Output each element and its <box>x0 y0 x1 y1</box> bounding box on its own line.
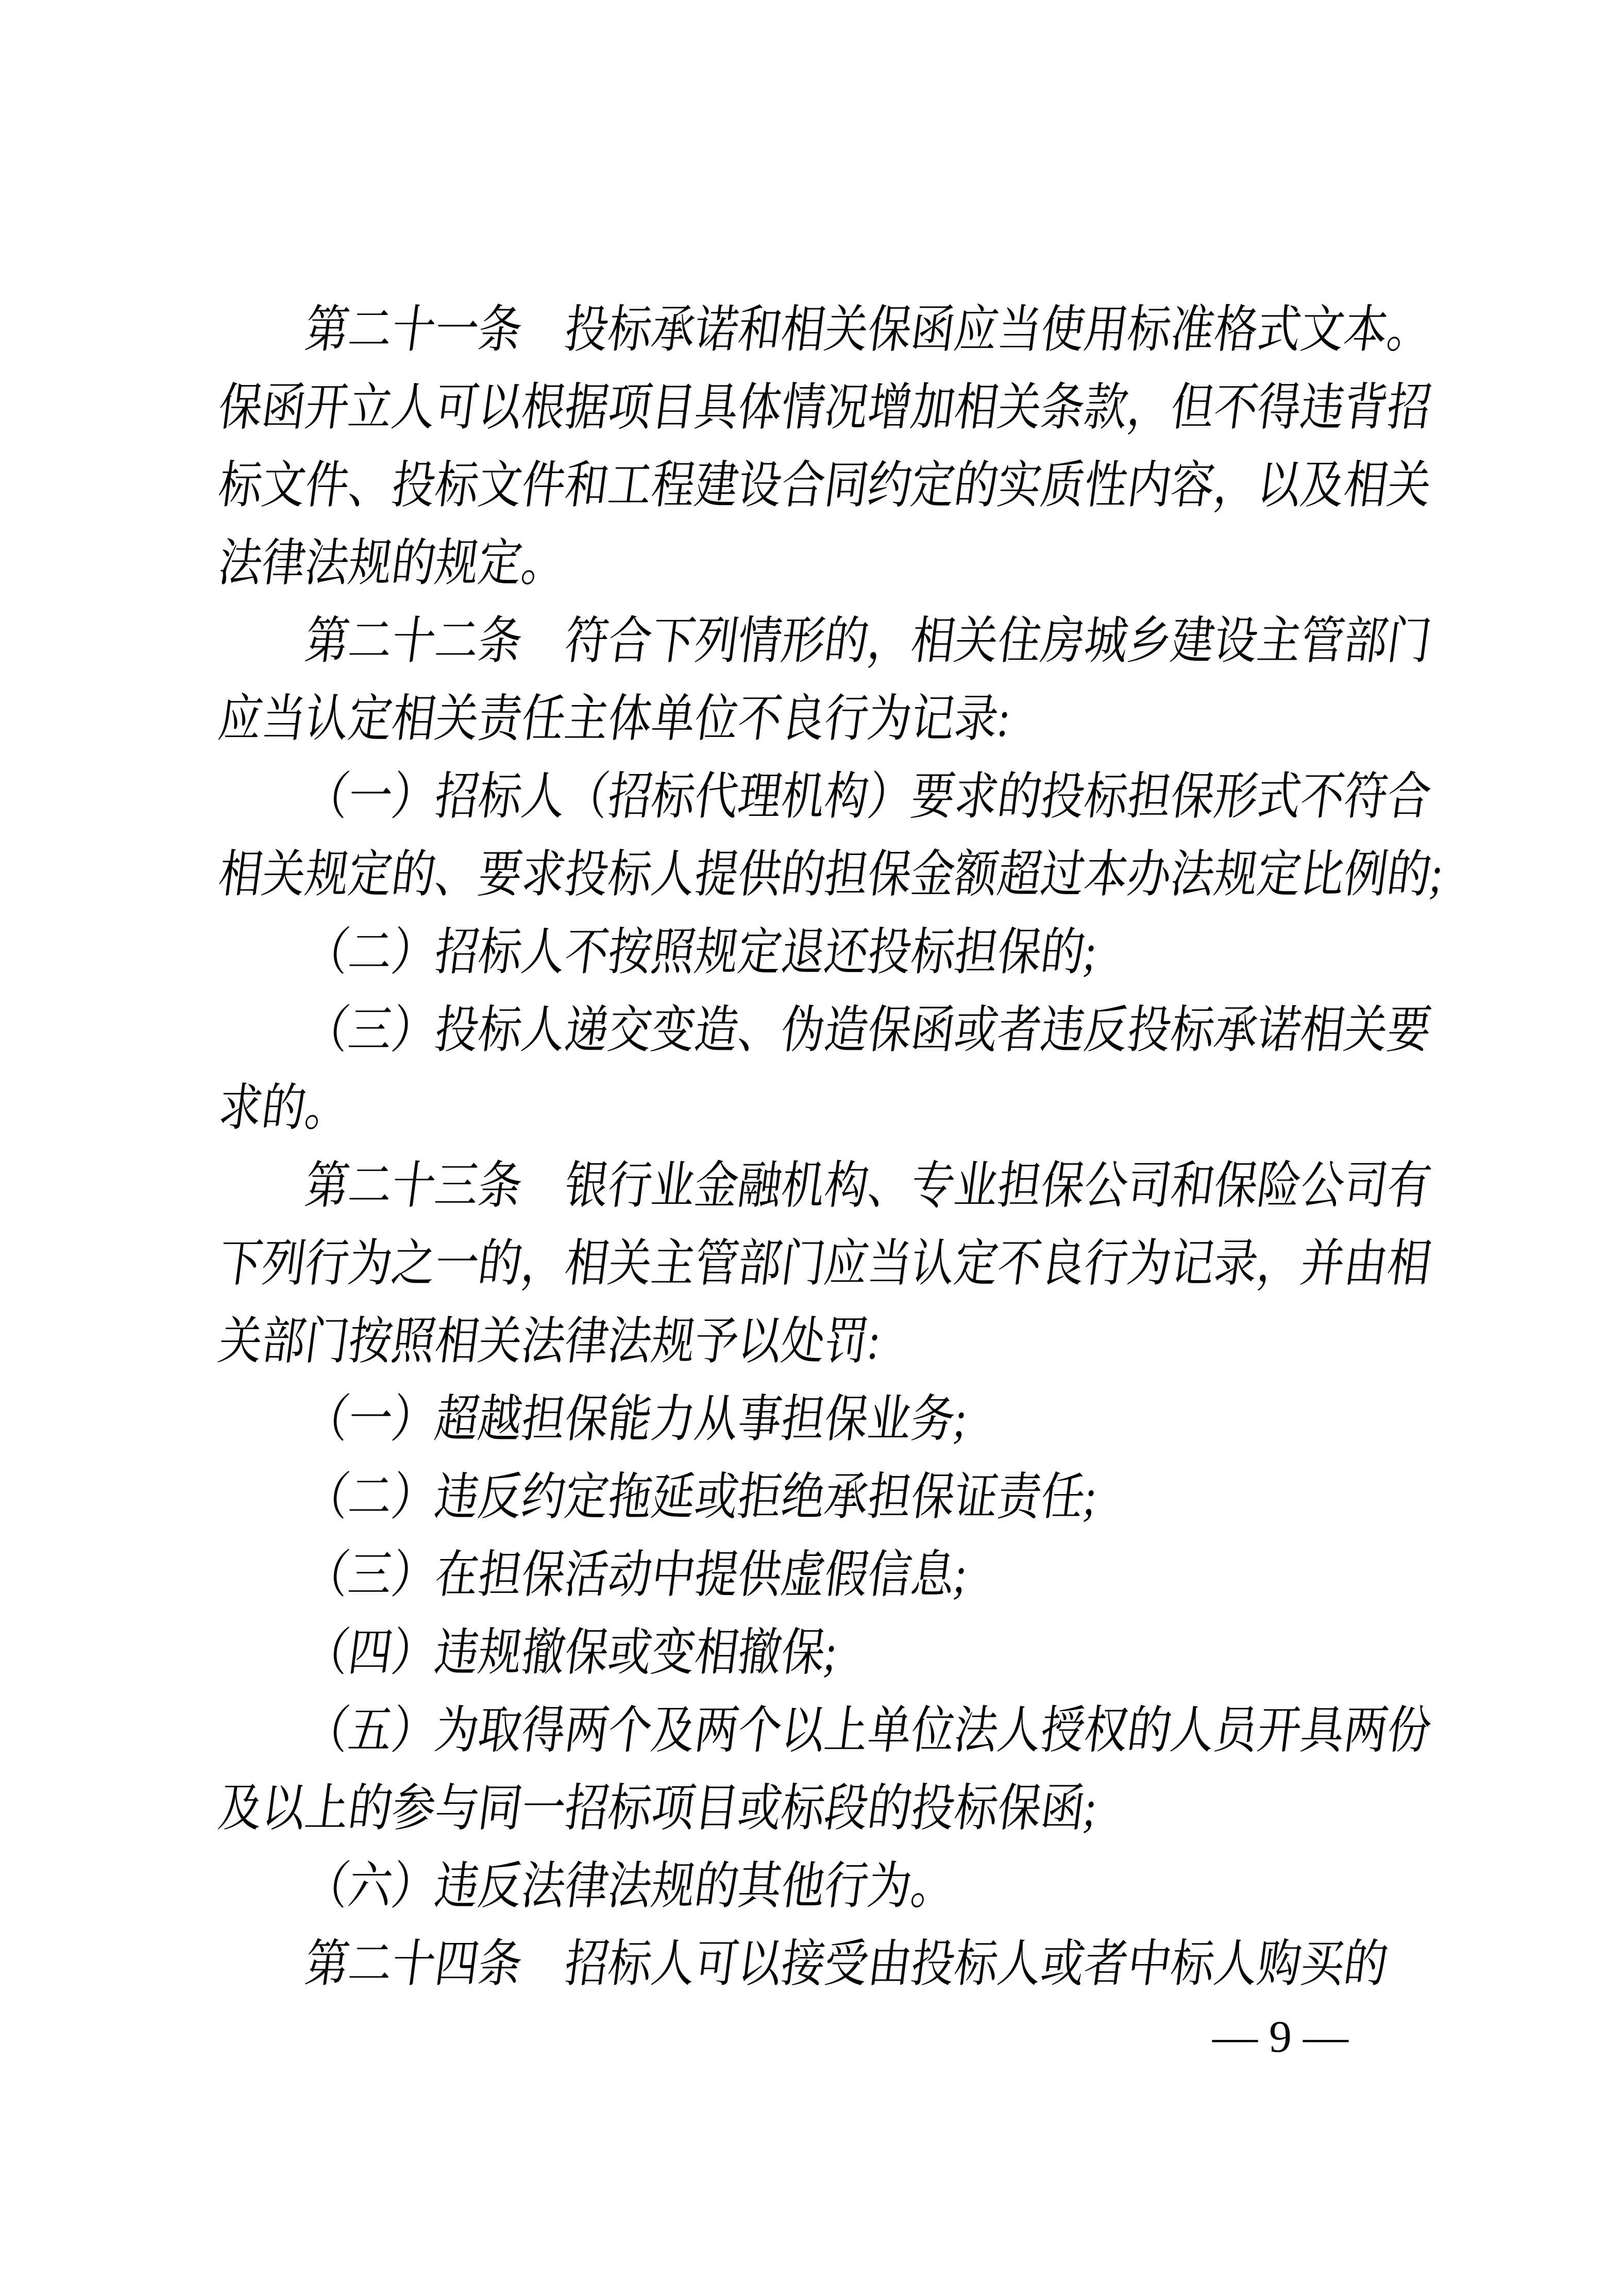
text-line: （三）投标人递交变造、伪造保函或者违反投标承诺相关要 <box>302 1002 1434 1059</box>
paragraph <box>215 602 1440 758</box>
text-line: 求的。 <box>215 1080 352 1137</box>
paragraph <box>215 758 1447 914</box>
text-line: （五）为取得两个及两个以上单位法人授权的人员开具两份 <box>302 1702 1434 1759</box>
paragraph <box>219 914 1440 992</box>
text-line: 第二十二条 符合下列情形的，相关住房城乡建设主管部门 <box>302 613 1434 670</box>
text-line: （二）违反约定拖延或拒绝承担保证责任; <box>302 1469 1101 1526</box>
text-line: （六）违反法律法规的其他行为。 <box>302 1858 958 1915</box>
text-line: 第二十四条 招标人可以接受由投标人或者中标人购买的 <box>302 1936 1391 1993</box>
text-line: （一）招标人（招标代理机构）要求的投标担保形式不符合 <box>302 768 1434 826</box>
paragraph <box>219 1459 1440 1536</box>
text-line: 第二十一条 投标承诺和相关保函应当使用标准格式文本。 <box>302 301 1434 359</box>
text-line: （三）在担保活动中提供虚假信息; <box>302 1547 971 1604</box>
text-line: 关部门按照相关法律法规予以处罚: <box>215 1313 884 1370</box>
text-line: 第二十三条 银行业金融机构、专业担保公司和保险公司有 <box>302 1158 1434 1215</box>
paragraph <box>215 1147 1440 1381</box>
paragraph <box>215 1692 1440 1848</box>
paragraph <box>215 992 1440 1147</box>
paragraph <box>219 1536 1440 1614</box>
text-line: 下列行为之一的，相关主管部门应当认定不良行为记录，并由相 <box>215 1235 1434 1293</box>
text-line: 保函开立人可以根据项目具体情况增加相关条款，但不得违背招 <box>215 379 1434 437</box>
text-line: 及以上的参与同一招标项目或标段的投标保函; <box>215 1780 1101 1837</box>
paragraph <box>219 1381 1440 1459</box>
text-line: （一）超越担保能力从事担保业务; <box>302 1391 971 1448</box>
paragraph <box>215 291 1440 602</box>
text-line: 相关规定的、要求投标人提供的担保金额超过本办法规定比例的; <box>215 846 1447 903</box>
paragraph <box>219 1848 1440 1925</box>
text-line: （二）招标人不按照规定退还投标担保的; <box>302 924 1101 981</box>
paragraph <box>219 1614 1440 1692</box>
text-line: 法律法规的规定。 <box>215 535 569 592</box>
text-line: （四）违规撤保或变相撤保; <box>302 1624 841 1682</box>
paragraph <box>219 1925 1440 2003</box>
document-body <box>215 291 1447 2003</box>
text-line: 标文件、投标文件和工程建设合同约定的实质性内容，以及相关 <box>215 457 1434 514</box>
text-line: 应当认定相关责任主体单位不良行为记录: <box>215 691 1014 748</box>
page-number: — 9 — <box>1212 2012 1348 2062</box>
